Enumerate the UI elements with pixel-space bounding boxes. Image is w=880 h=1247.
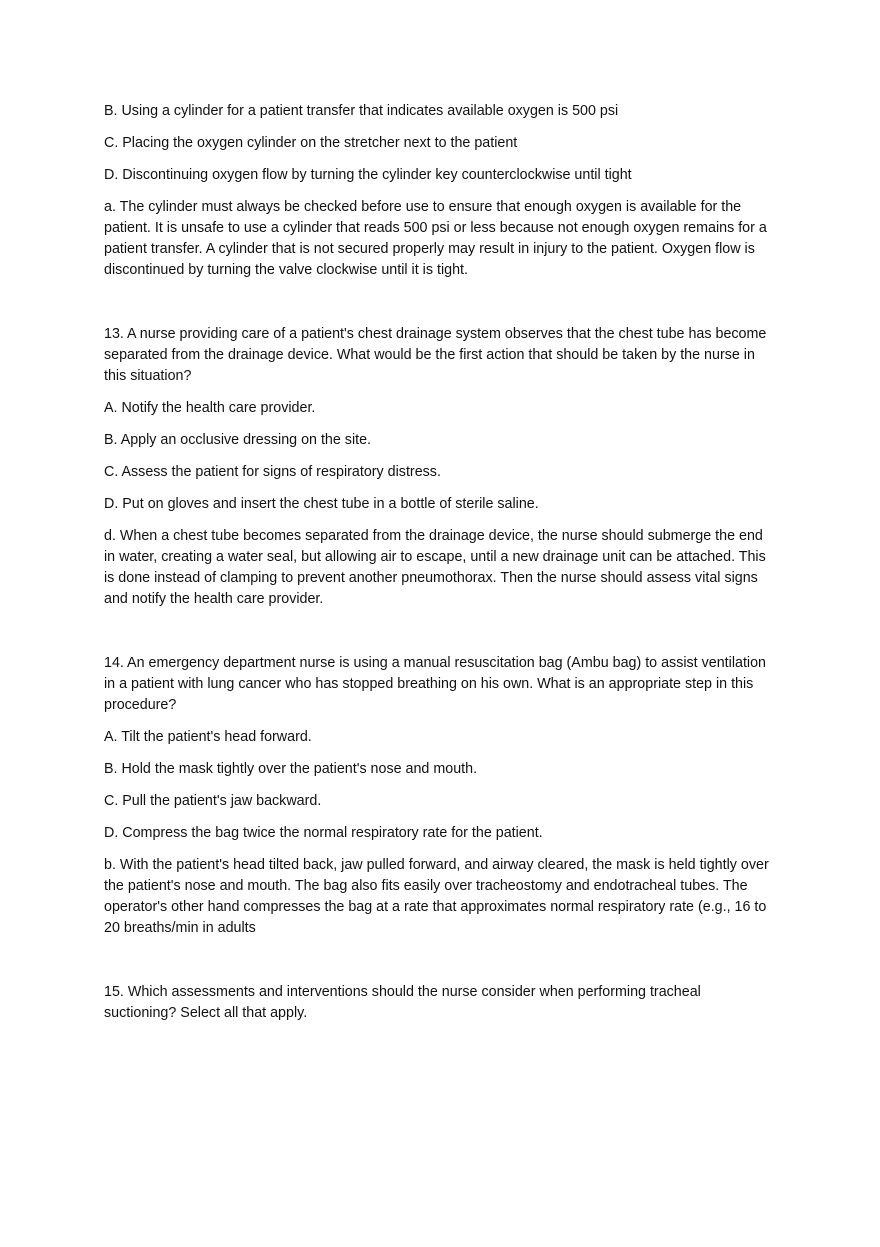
spacer (104, 950, 776, 982)
spacer (104, 621, 776, 653)
option-d: D. Compress the bag twice the normal respiratory rate for the patient. (104, 825, 543, 841)
answer-rationale: d. When a chest tube becomes separated from the drainage device, the nurse should submerge the end in water, creating a water seal, but allowing air to escape, until a new drainage unit can be attached. This is done instead of clamping to prevent another pneumothorax. Then the nurse should assess vital signs and notify the health care provider. (104, 528, 766, 607)
option-c: C. Pull the patient's jaw backward. (104, 793, 322, 809)
question-13 (104, 324, 776, 610)
option-b: B. Apply an occlusive dressing on the site. (104, 432, 372, 448)
question-text: 14. An emergency department nurse is using a manual resuscitation bag (Ambu bag) to assist ventilation in a patient with lung cancer who has stopped breathing on his own. What is an appropriate step in this procedure? (104, 655, 766, 713)
question-15 (104, 982, 776, 1024)
spacer (104, 292, 776, 324)
option-d: D. Discontinuing oxygen flow by turning the cylinder key counterclockwise until tight (104, 167, 632, 183)
answer-rationale: b. With the patient's head tilted back, jaw pulled forward, and airway cleared, the mask is held tightly over the patient's nose and mouth. The bag also fits easily over tracheostomy and endotracheal tubes. The operator's other hand compresses the bag at a rate that approximates normal respiratory rate (e.g., 16 to 20 breaths/min in adults (104, 857, 769, 936)
question-12-continued (104, 101, 776, 281)
option-a: A. Tilt the patient's head forward. (104, 729, 312, 745)
option-a: A. Notify the health care provider. (104, 400, 316, 416)
question-14 (104, 653, 776, 939)
option-b: B. Hold the mask tightly over the patient's nose and mouth. (104, 761, 478, 777)
option-d: D. Put on gloves and insert the chest tube in a bottle of sterile saline. (104, 496, 539, 512)
question-text: 15. Which assessments and interventions should the nurse consider when performing tracheal suctioning? Select all that apply. (104, 984, 701, 1021)
option-c: C. Placing the oxygen cylinder on the stretcher next to the patient (104, 135, 518, 151)
question-text: 13. A nurse providing care of a patient's chest drainage system observes that the chest tube has become separated from the drainage device. What would be the first action that should be taken by the nurse in this situation? (104, 326, 767, 384)
answer-rationale: a. The cylinder must always be checked before use to ensure that enough oxygen is available for the patient. It is unsafe to use a cylinder that reads 500 psi or less because not enough oxygen remains for a patient transfer. A cylinder that is not secured properly may result in injury to the patient. Oxygen flow is discontinued by turning the valve clockwise until it is tight. (104, 199, 767, 278)
option-b: B. Using a cylinder for a patient transfer that indicates available oxygen is 500 psi (104, 103, 619, 119)
document-page (104, 101, 776, 1035)
option-c: C. Assess the patient for signs of respiratory distress. (104, 464, 441, 480)
